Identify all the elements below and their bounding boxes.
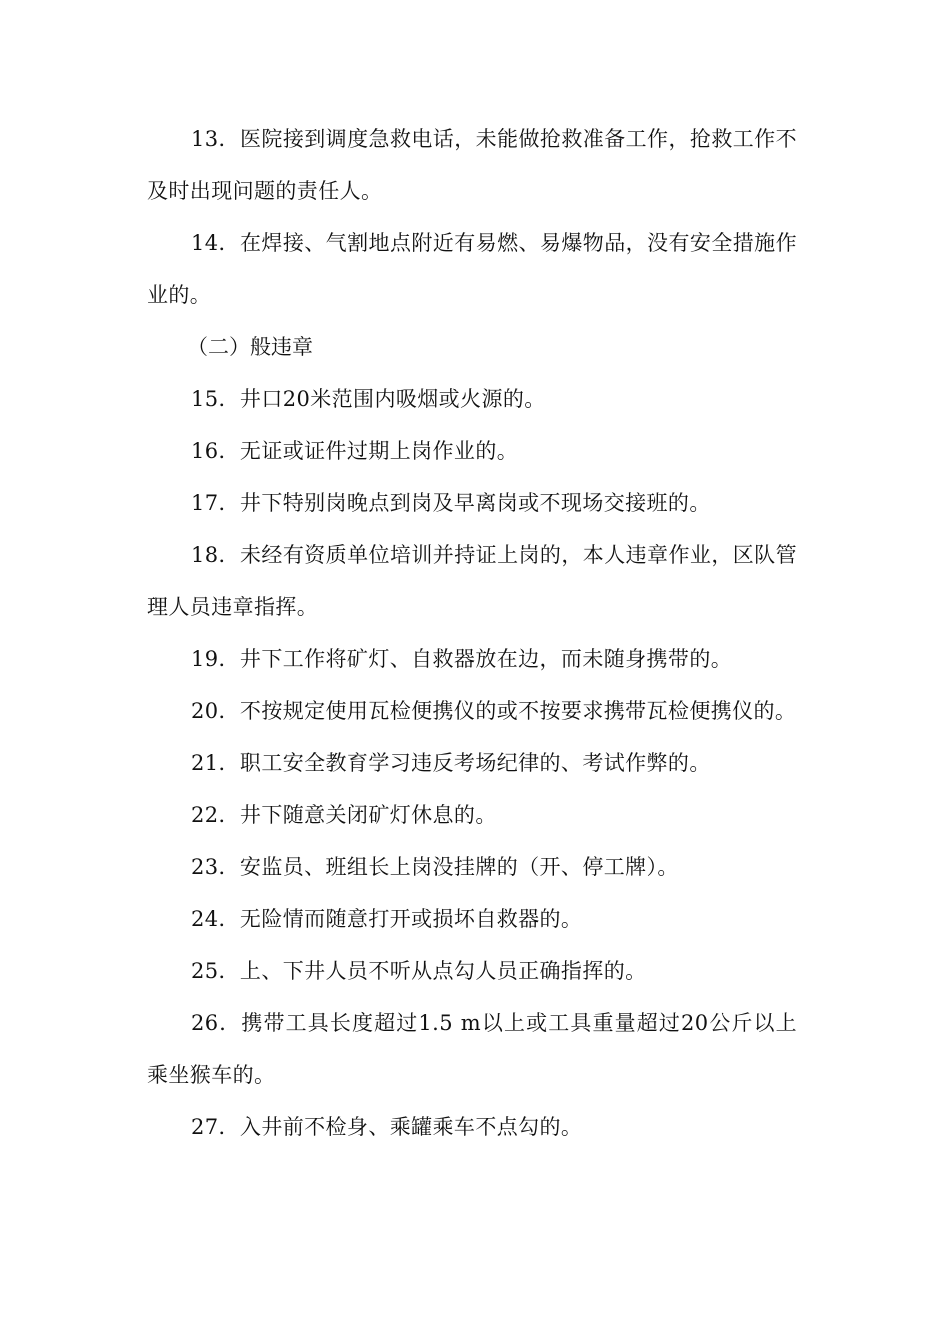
list-item-24: 24．无险情而随意打开或损坏自救器的。 (191, 907, 583, 931)
list-item-19: 19．井下工作将矿灯、自救器放在边，而未随身携带的。 (191, 647, 733, 671)
list-item-14: 14．在焊接、气割地点附近有易燃、易爆物品，没有安全措施作业的。 (147, 231, 797, 307)
list-item-18: 18．未经有资质单位培训并持证上岗的，本人违章作业，区队管理人员违章指挥。 (147, 543, 797, 619)
list-item-23: 23．安监员、班组长上岗没挂牌的（开、停工牌）。 (191, 855, 679, 879)
list-item-15: 15．井口20米范围内吸烟或火源的。 (191, 387, 546, 411)
list-item-16: 16．无证或证件过期上岗作业的。 (191, 439, 519, 463)
list-item-21: 21．职工安全教育学习违反考场纪律的、考试作弊的。 (191, 751, 711, 775)
list-item-22: 22．井下随意关闭矿灯休息的。 (191, 803, 497, 827)
section-heading: （二）般违章 (187, 335, 313, 359)
list-item-13: 13．医院接到调度急救电话，未能做抢救准备工作，抢救工作不及时出现问题的责任人。 (147, 127, 797, 203)
list-item-17: 17．井下特别岗晚点到岗及早离岗或不现场交接班的。 (191, 491, 711, 515)
list-item-26: 26．携带工具长度超过1.5 m以上或工具重量超过20公斤以上乘坐猴车的。 (147, 1011, 797, 1087)
list-item-27: 27．入井前不检身、乘罐乘车不点勾的。 (191, 1115, 583, 1139)
document-body (147, 113, 797, 1153)
list-item-20: 20．不按规定使用瓦检便携仪的或不按要求携带瓦检便携仪的。 (191, 699, 797, 723)
list-item-25: 25．上、下井人员不听从点勾人员正确指挥的。 (191, 959, 647, 983)
